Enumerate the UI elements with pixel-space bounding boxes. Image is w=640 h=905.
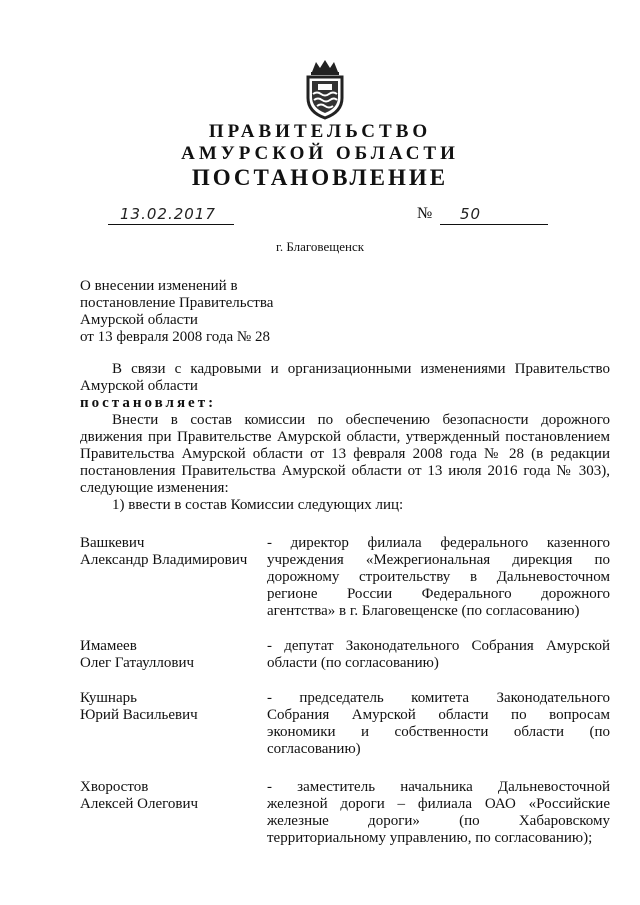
member-name: [80, 638, 260, 672]
role-line: дорожному строительству в Дальневосточном: [267, 569, 610, 585]
date-field: [108, 204, 234, 225]
role-line: согласованию): [267, 741, 361, 757]
member-surname: Вашкевич: [80, 535, 145, 551]
coat-of-arms-icon: [300, 58, 350, 120]
role-line: экономики и собственности области (по: [267, 724, 610, 740]
intro-paragraph: В связи с кадровыми и организационными изменениями Правительство Амурской области: [80, 361, 610, 394]
subject-line: О внесении изменений в: [80, 278, 238, 294]
role-line: области (по согласованию): [267, 655, 439, 671]
role-line: территориальному управлению, по согласованию);: [267, 830, 593, 846]
role-line: - председатель комитета Законодательного: [267, 690, 610, 706]
member-surname: Кушнарь: [80, 690, 137, 706]
subject-block: [80, 278, 273, 346]
member-given-names: Александр Владимирович: [80, 552, 248, 568]
role-line: учреждения «Межрегиональная дирекция по: [267, 552, 610, 568]
subject-line: от 13 февраля 2008 года № 28: [80, 329, 270, 345]
date-handwritten: 13.02.2017: [120, 205, 216, 223]
government-title-line1: ПРАВИТЕЛЬСТВО: [208, 121, 432, 142]
member-name: [80, 535, 260, 569]
role-line: - депутат Законодательного Собрания Амурской: [267, 638, 610, 654]
body-text: [80, 361, 610, 514]
role-line: Собрания Амурской области по вопросам: [267, 707, 610, 723]
member-name: [80, 690, 260, 724]
item-1: 1) ввести в состав Комиссии следующих лиц:: [112, 497, 404, 513]
member-surname: Имамеев: [80, 638, 137, 654]
number-field: [440, 204, 548, 225]
member-surname: Хворостов: [80, 779, 149, 795]
member-role: [267, 535, 610, 620]
paragraph-1: Внести в состав комиссии по обеспечению безопасности дорожного движения при Правительстве Амурской области, утвержденный постановлением Правительства Амурской области от 13 февраля 2008 года № 28 (в редакции постановления Правительства Амурской области от 13 июля 2016 года № 303), следующие изменения:: [80, 412, 610, 496]
member-role: [267, 690, 610, 758]
role-line: железные дороги» (по Хабаровскому: [267, 813, 610, 829]
member-given-names: Алексей Олегович: [80, 796, 199, 812]
member-name: [80, 779, 260, 813]
member-given-names: Олег Гатауллович: [80, 655, 195, 671]
member-role: [267, 638, 610, 672]
number-handwritten: 50: [460, 205, 482, 223]
government-title-line2: АМУРСКОЙ ОБЛАСТИ: [181, 143, 459, 164]
role-line: агентства» в г. Благовещенске (по согласованию): [267, 603, 580, 619]
document-type: ПОСТАНОВЛЕНИЕ: [191, 165, 449, 190]
member-given-names: Юрий Васильевич: [80, 707, 198, 723]
subject-line: Амурской области: [80, 312, 198, 328]
role-line: железной дороги – филиала ОАО «Российские: [267, 796, 610, 812]
role-line: регионе России Федерального дорожного: [267, 586, 610, 602]
number-sign: №: [417, 205, 433, 222]
member-role: [267, 779, 610, 847]
subject-line: постановление Правительства: [80, 295, 274, 311]
city-name: г. Благовещенск: [275, 239, 365, 254]
role-line: - заместитель начальника Дальневосточной: [267, 779, 610, 795]
role-line: - директор филиала федерального казенного: [267, 535, 610, 551]
decree-word: постановляет:: [80, 395, 217, 411]
